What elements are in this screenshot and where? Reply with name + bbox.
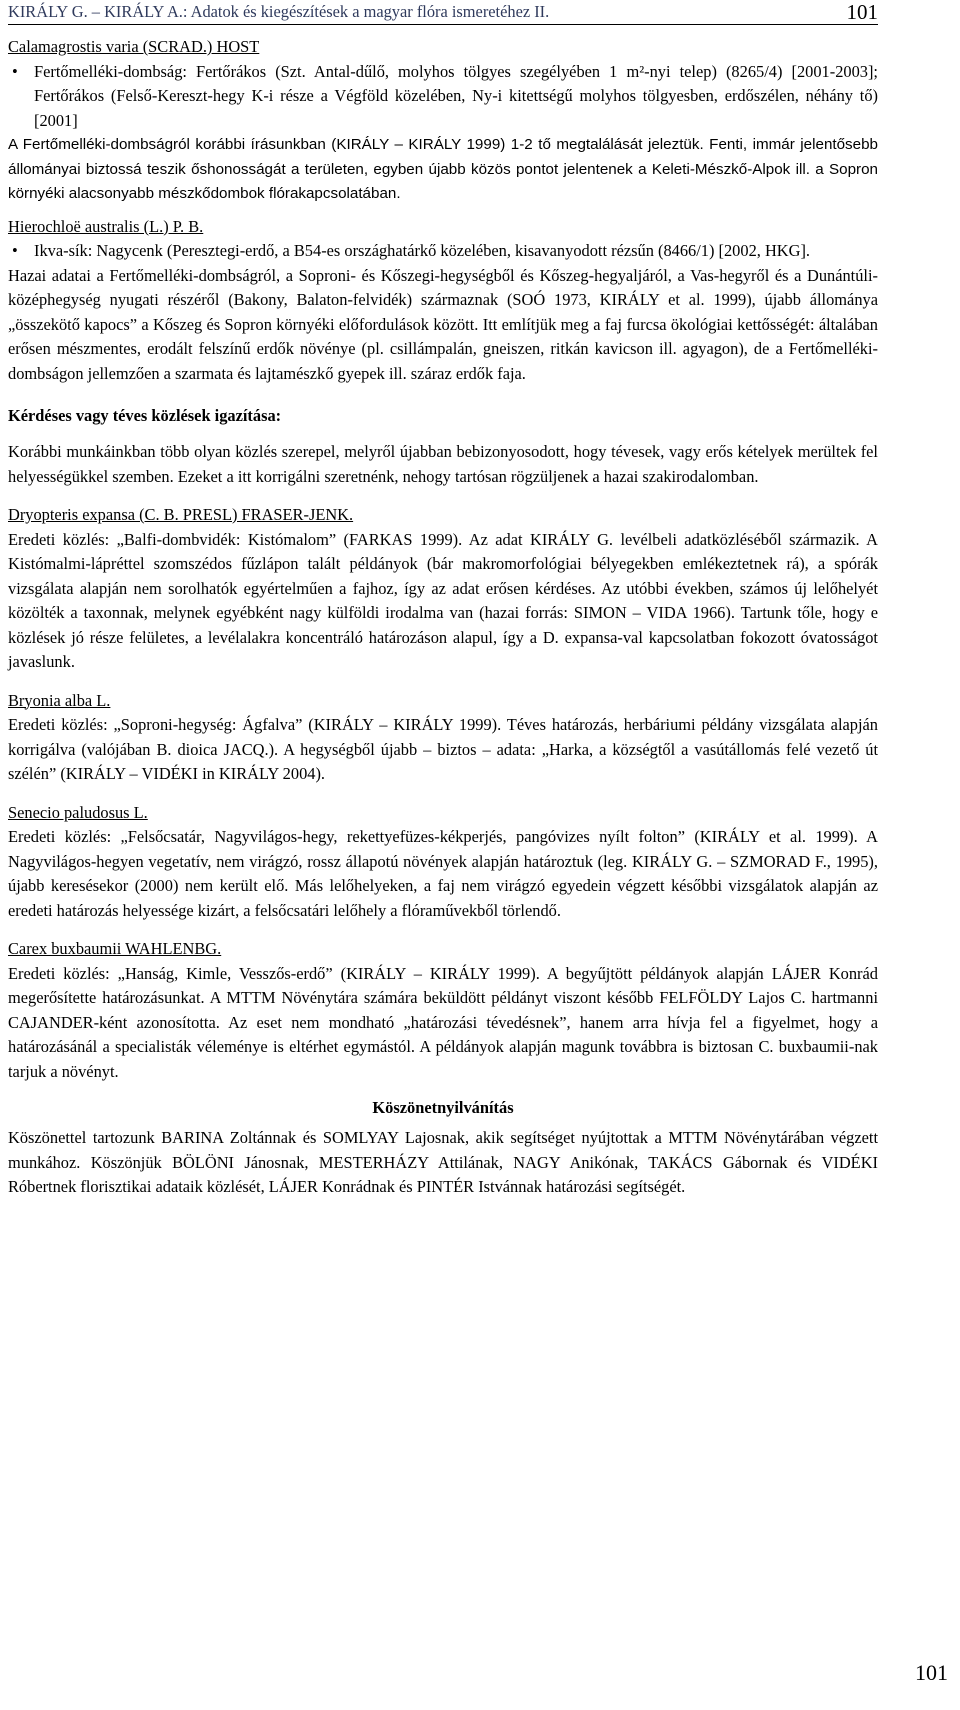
- running-title: KIRÁLY G. – KIRÁLY A.: Adatok és kiegészítések a magyar flóra ismeretéhez II.: [8, 2, 550, 21]
- running-header: [8, 0, 878, 25]
- paragraph-dryopteris: Eredeti közlés: „Balfi-dombvidék: Kistómalom” (FARKAS 1999). Az adat KIRÁLY G. levélbeli adatközléséből származik. A Kistómalmi-lápréttel szomszédos fűzlápon talált példányok (bár makromorfológiai bélyegekben emlékeztetnek rá), a spórák vizsgálata alapján nem sorolhatók egyértelműen a fajhoz, így az adat erősen kérdéses. Az utóbbi években, számos új lelőhelyét közölték a taxonnak, melynek egyébként nagy külföldi irodalma van (hazai forrás: SIMON – VIDA 1966). Tartunk tőle, hogy e közlések jó része felületes, a levélalakra koncentráló határozáson alapul, így a D. expansa-val kapcsolatban fokozott óvatosságot javaslunk.: [8, 529, 878, 671]
- taxon-heading-calamagrostis: Calamagrostis varia (SCRAD.) HOST: [8, 37, 260, 56]
- section-heading-acknowledgements: Köszönetnyilvánítás: [372, 1098, 514, 1117]
- taxon-heading-dryopteris: Dryopteris expansa (C. B. PRESL) FRASER-JENK.: [8, 505, 354, 524]
- main-content: [8, 35, 878, 1200]
- paragraph-calamagrostis: A Fertőmelléki-dombságról korábbi írásunkban (KIRÁLY – KIRÁLY 1999) 1-2 tő megtalálását jeleztük. Fenti, immár jelentősebb állományai biztossá teszik őshonosságát a területen, egyben újabb közös pontot jelentenek a Keleti-Mészkő-Alpok ill. a Sopron környéki alacsonyabb mészkődombok flórakapcsolatában.: [8, 136, 878, 202]
- header-page-number: 101: [846, 0, 878, 24]
- paragraph-corrections-intro: Korábbi munkáinkban több olyan közlés szerepel, melyről újabban bebizonyosodott, hogy tévesek, vagy erős kételyek merültek fel helyességükkel szemben. Ezeket a itt korrigálni szeretnénk, nehogy tartósan rögzüljenek a hazai szakirodalomban.: [8, 442, 878, 486]
- paragraph-carex: Eredeti közlés: „Hanság, Kimle, Vesszős-erdő” (KIRÁLY – KIRÁLY 1999). A begyűjtött példányok alapján LÁJER Konrád megerősítette határozásunkat. A MTTM Növénytára számára beküldött példányt viszont később FELFÖLDY Lajos C. hartmanni CAJANDER-ként azonosította. Az eset nem mondható „határozási tévedésnek”, hanem arra hívja fel a figyelmet, hogy a határozásánál a specialisták véleménye is eltérhet egymástól. A példányok alapján magunk továbbra is biztosan C. buxbaumii-nak tarjuk a növényt.: [8, 963, 878, 1081]
- taxon-heading-senecio: Senecio paludosus L.: [8, 802, 148, 822]
- locality-bullet-calamagrostis: • Fertőmelléki-dombság: Fertőrákos (Szt. Antal-dűlő, molyhos tölgyes szegélyében 1 m²-nyi telep) (8265/4) [2001-2003]; Fertőrákos (Felső-Kereszt-hegy K-i része a Végföld közelében, Ny-i kitettségű molyhos tölgyesben, erdőszélen, néhány tő) [2001]: [8, 60, 878, 134]
- taxon-heading-carex: Carex buxbaumii WAHLENBG.: [8, 939, 222, 958]
- footer-page-number: 101: [915, 1660, 948, 1685]
- taxon-heading-hierochloe: Hierochloë australis (L.) P. B.: [8, 216, 204, 236]
- paragraph-acknowledgements: Köszönettel tartozunk BARINA Zoltánnak és SOMLYAY Lajosnak, akik segítséget nyújtottak a MTTM Növénytárában végzett munkához. Köszönjük BÖLÖNI Jánosnak, MESTERHÁZY Attilának, NAGY Anikónak, TAKÁCS Gábornak és VIDÉKI Róbertnek florisztikai adataik közlését, LÁJER Konrádnak és PINTÉR Istvánnak határozási segítségét.: [8, 1128, 878, 1196]
- section-heading-corrections: Kérdéses vagy téves közlések igazítása:: [8, 406, 282, 425]
- paragraph-hierochloe: Hazai adatai a Fertőmelléki-dombságról, a Soproni- és Kőszegi-hegységből és Kőszeg-hegyaljáról, a Vas-hegyről és a Dunántúli-középhegység nyugati részéről (Bakony, Balaton-felvidék) származnak (SOÓ 1973, KIRÁLY et al. 1999), újabb állománya „összekötő kapocs” a Kőszeg és Sopron környéki előfordulások között. Itt említjük meg a faj furcsa ökológiai kettősségét: általában erősen mészmentes, erodált felszínű erdők növénye (pl. csillámpalán, gneiszen, ritkán kavicson ill. agyagon), de a Fertőmelléki-dombságon jellemzően a szarmata és lajtamészkő gyepek ill. száraz erdők faja.: [8, 265, 878, 383]
- taxon-heading-bryonia: Bryonia alba L.: [8, 690, 111, 710]
- locality-bullet-hierochloe: • Ikva-sík: Nagycenk (Peresztegi-erdő, a B54-es országhatárkő közelében, kisavanyodott rézsűn (8466/1) [2002, HKG].: [8, 239, 878, 264]
- paragraph-bryonia: Eredeti közlés: „Soproni-hegység: Ágfalva” (KIRÁLY – KIRÁLY 1999). Téves határozás, herbáriumi példány vizsgálata alapján korrigálva (valójában B. dioica JACQ.). A hegységből újabb – biztos – adata: „Harka, a községtől a vasútállomás felé vezető út szélén” (KIRÁLY – VIDÉKI in KIRÁLY 2004).: [8, 715, 878, 783]
- paragraph-senecio: Eredeti közlés: „Felsőcsatár, Nagyvilágos-hegy, rekettyefüzes-kékperjés, pangóvizes nyílt folton” (KIRÁLY et al. 1999). A Nagyvilágos-hegyen vegetatív, nem virágzó, rossz állapotú növények alapján határoztuk (leg. KIRÁLY G. – SZMORAD F., 1995), újabb keresésekor (2000) nem került elő. Más lelőhelyeken, a faj nem virágzó egyedein végzett későbbi vizsgálatok alapján az eredeti határozás helyessége kizárt, a felsőcsatári lelőhely a flóraművekből törlendő.: [8, 827, 878, 920]
